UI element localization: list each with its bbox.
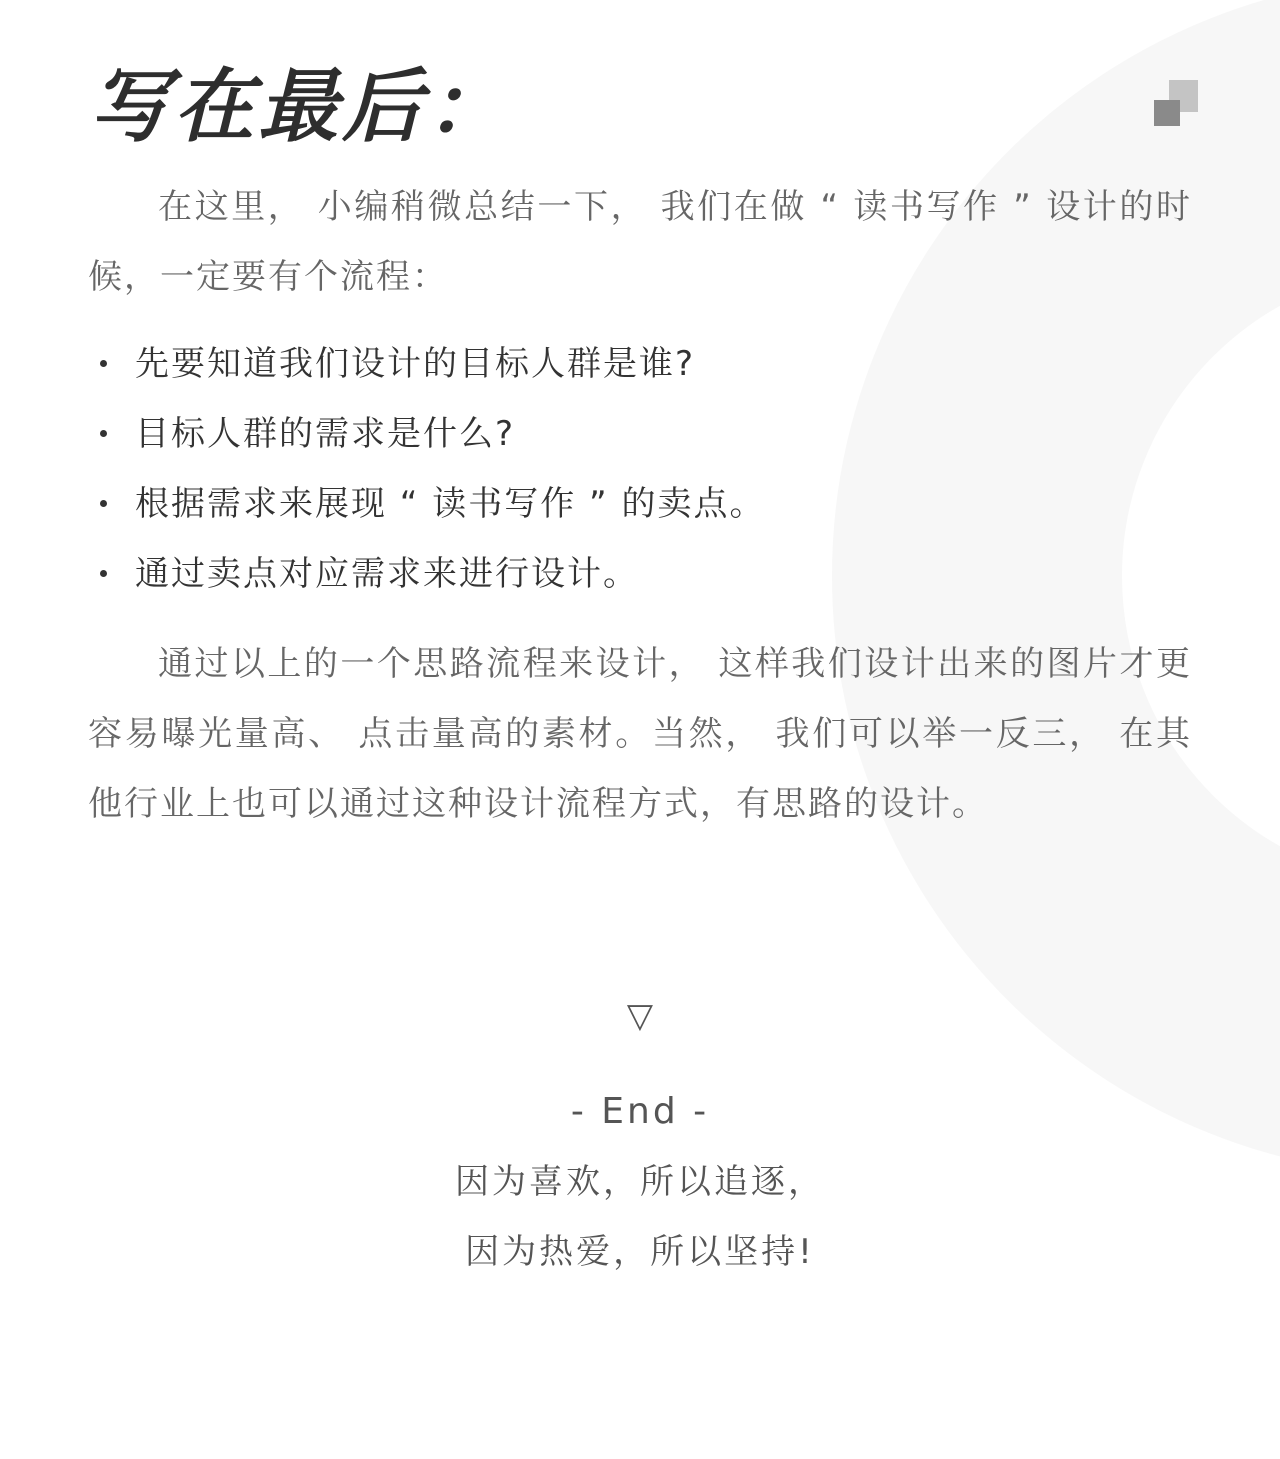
- bullet-icon: [100, 360, 107, 367]
- bullet-icon: [100, 430, 107, 437]
- dark-square-shape: [1154, 100, 1180, 126]
- process-steps-list: [88, 329, 765, 609]
- step-text: 目标人群的需求是什么?: [135, 414, 516, 454]
- conclusion-paragraph: 通过以上的一个思路流程来设计， 这样我们设计出来的图片才更容易曝光量高、 点击量高的素材。当然， 我们可以举一反三， 在其他行业上也可以通过这种设计流程方式，有思路的设计。: [88, 644, 1192, 824]
- list-item: [88, 469, 765, 539]
- down-triangle-icon: ▽: [626, 996, 654, 1036]
- step-text: 通过卖点对应需求来进行设计。: [135, 554, 639, 594]
- step-text: 根据需求来展现 “ 读书写作 ” 的卖点。: [135, 484, 766, 524]
- end-block: [0, 990, 1280, 1287]
- end-label: - End -: [570, 1091, 710, 1132]
- list-item: [88, 329, 765, 399]
- motto-line-2: 因为热爱，所以坚持!: [465, 1232, 815, 1272]
- corner-squares-decoration: [1154, 80, 1198, 126]
- intro-paragraph: 在这里， 小编稍微总结一下， 我们在做 “ 读书写作 ” 设计的时候，一定要有个流程：: [88, 187, 1192, 297]
- list-item: [88, 399, 765, 469]
- motto-line-1: 因为喜欢，所以追逐，: [455, 1162, 825, 1202]
- bullet-icon: [100, 570, 107, 577]
- page-title: 写在最后：: [90, 60, 510, 153]
- bullet-icon: [100, 500, 107, 507]
- step-text: 先要知道我们设计的目标人群是谁?: [135, 344, 696, 384]
- list-item: [88, 539, 765, 609]
